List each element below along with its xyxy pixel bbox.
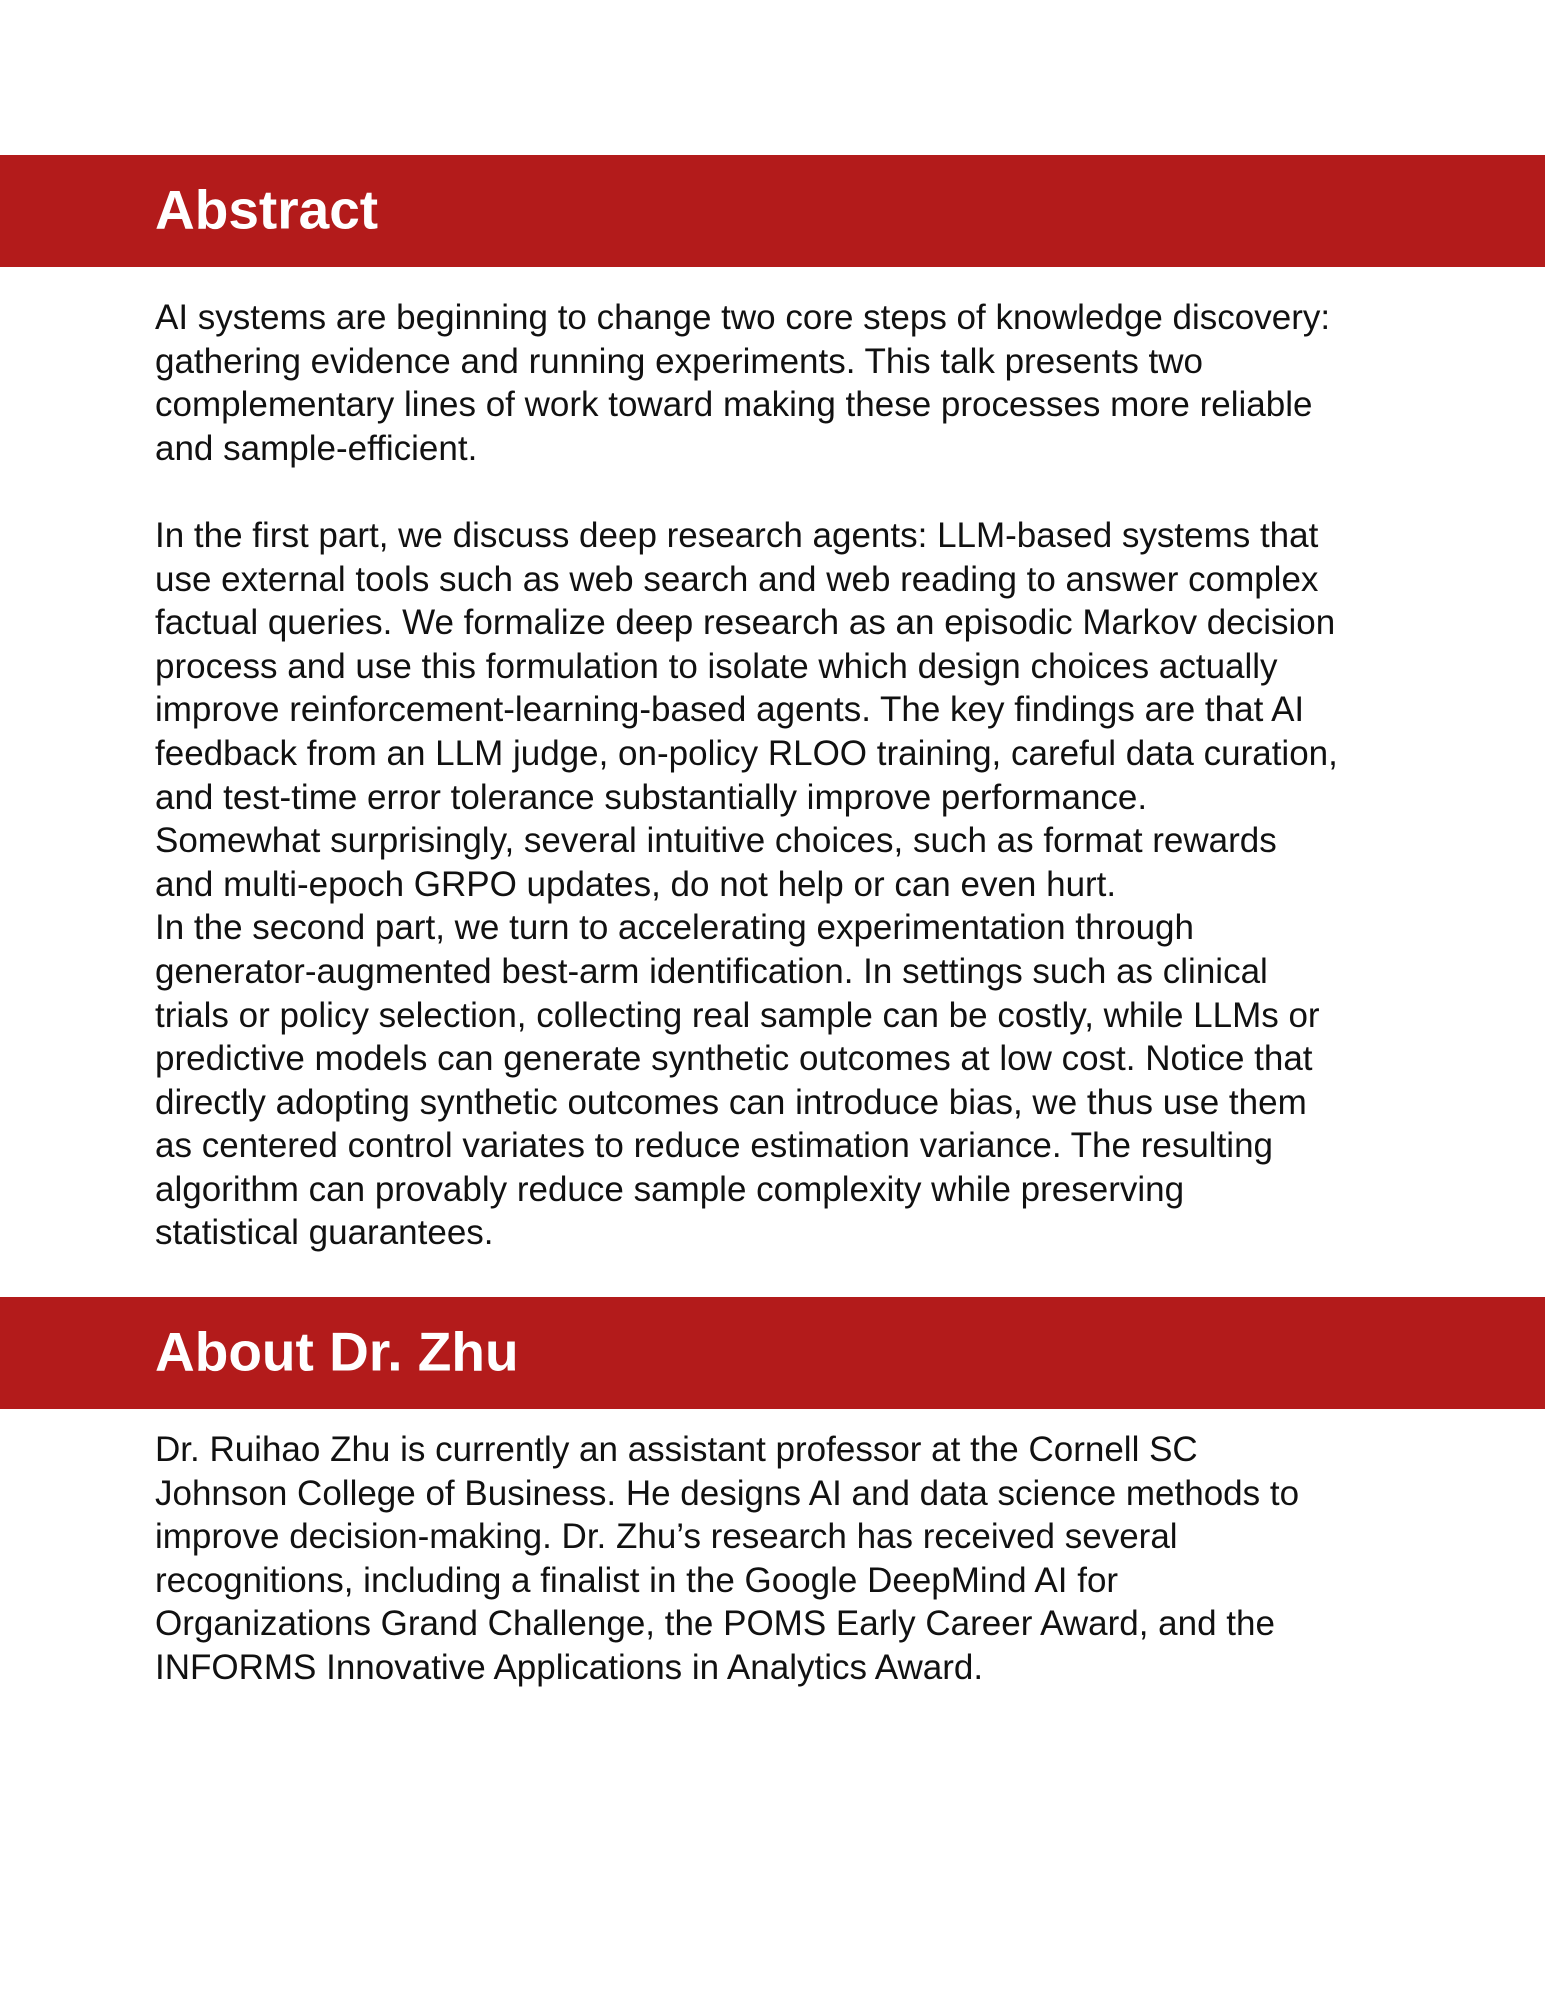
abstract-paragraph-intro: AI systems are beginning to change two core steps of knowledge discovery: gathering evidence and running experiments. This talk presents two complementary lines of work toward making these processes more reliable and sample-efficient. <box>155 298 1331 468</box>
abstract-paragraph-part-one: In the first part, we discuss deep research agents: LLM-based systems that use external tools such as web search and web reading to answer complex factual queries. We formalize deep research as an episodic Markov decision process and use this formulation to isolate which design choices actually improve reinforcement-learning-based agents. The key findings are that AI feedback from an LLM judge, on-policy RLOO training, careful data curation, and test-time error tolerance substantially improve performance. Somewhat surprisingly, several intuitive choices, such as format rewards and multi-epoch GRPO updates, do not help or can even hurt. <box>155 515 1338 904</box>
paragraph-spacer <box>155 470 1405 514</box>
abstract-paragraph-part-two: In the second part, we turn to accelerating experimentation through generator-augmented best-arm identification. In settings such as clinical trials or policy selection, collecting real sample can be costly, while LLMs or predictive models can generate synthetic outcomes at low cost. Notice that directly adopting synthetic outcomes can introduce bias, we thus use them as centered control variates to reduce estimation variance. The resulting algorithm can provably reduce sample complexity while preserving statistical guarantees. <box>155 908 1320 1253</box>
abstract-heading: Abstract <box>155 178 379 241</box>
about-paragraph-bio: Dr. Ruihao Zhu is currently an assistant professor at the Cornell SC Johnson College of Business. He designs AI and data science methods to improve decision-making. Dr. Zhu’s research has received several recognitions, including a finalist in the Google DeepMind AI for Organizations Grand Challenge, the POMS Early Career Award, and the INFORMS Innovative Applications in Analytics Award. <box>155 1430 1300 1687</box>
about-heading: About Dr. Zhu <box>155 1320 519 1383</box>
about-body <box>155 1428 1405 1690</box>
about-banner <box>0 1297 1545 1409</box>
abstract-body <box>155 296 1405 1255</box>
abstract-banner <box>0 155 1545 267</box>
